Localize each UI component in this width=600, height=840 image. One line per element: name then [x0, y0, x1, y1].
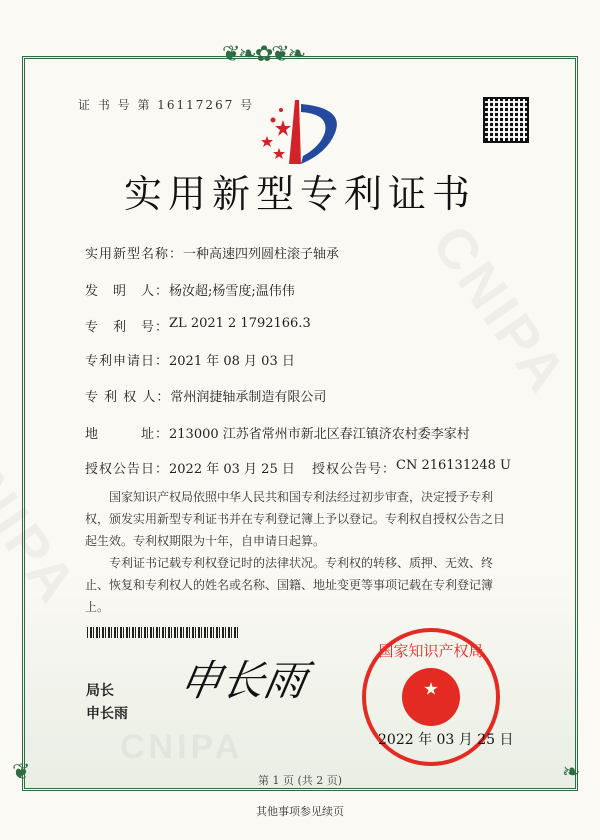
statement-paragraph: 国家知识产权局依照中华人民共和国专利法经过初步审查，决定授予专利权，颁发实用新型专利证书并在专利登记簿上予以登记。专利权自授权公告之日起生效。专利权期限为十年，自申请日起算。 [85, 490, 506, 548]
watermark [120, 730, 243, 764]
seal-text: 国家知识产权局 [378, 642, 484, 660]
signature: 申长雨 [175, 656, 311, 705]
field-inventors: 发 明 人： 杨汝超;杨雪度;温伟伟 [85, 284, 295, 299]
cnipa-logo-icon [255, 98, 345, 168]
seal-date: 2022 年 03 月 25 日 [378, 732, 514, 748]
field-patent-number: 专 利 号： ZL 2021 2 1792166.3 [85, 316, 311, 335]
corner-ornament-icon: ❦ [12, 760, 29, 785]
qr-code [483, 97, 529, 143]
field-address: 地 址： 213000 江苏省常州市新北区春江镇济农村委李家村 [85, 427, 470, 442]
director-title: 局长 [86, 683, 114, 699]
certificate-number: 证 书 号 第 16117267 号 [78, 98, 255, 112]
national-emblem-icon [402, 668, 460, 726]
statement-paragraph: 专利证书记载专利权登记时的法律状况。专利权的转移、质押、无效、终止、恢复和专利权人的姓名或名称、国籍、地址变更等事项记载在专利登记簿上。 [85, 556, 494, 614]
page-indicator: 第 1 页 (共 2 页) [257, 774, 343, 787]
field-grant-number: 授权公告号： CN 216131248 U [312, 458, 511, 477]
field-patentee: 专 利 权 人： 常州润捷轴承制造有限公司 [85, 390, 327, 405]
director-name: 申长雨 [86, 706, 128, 722]
field-utility-model-name: 实用新型名称： 一种高速四列圆柱滚子轴承 [85, 247, 340, 262]
footer-note: 其他事项参见续页 [256, 805, 344, 818]
corner-ornament-icon: ❧ [562, 760, 579, 785]
field-grant-date: 授权公告日： 2022 年 03 月 25 日 [85, 462, 295, 477]
top-ornament-icon: ❦❧✿❦❧ [222, 42, 305, 67]
page-title: 实用新型专利证书 [123, 172, 476, 216]
barcode [87, 627, 240, 638]
field-application-date: 专利申请日： 2021 年 08 月 03 日 [85, 354, 295, 369]
